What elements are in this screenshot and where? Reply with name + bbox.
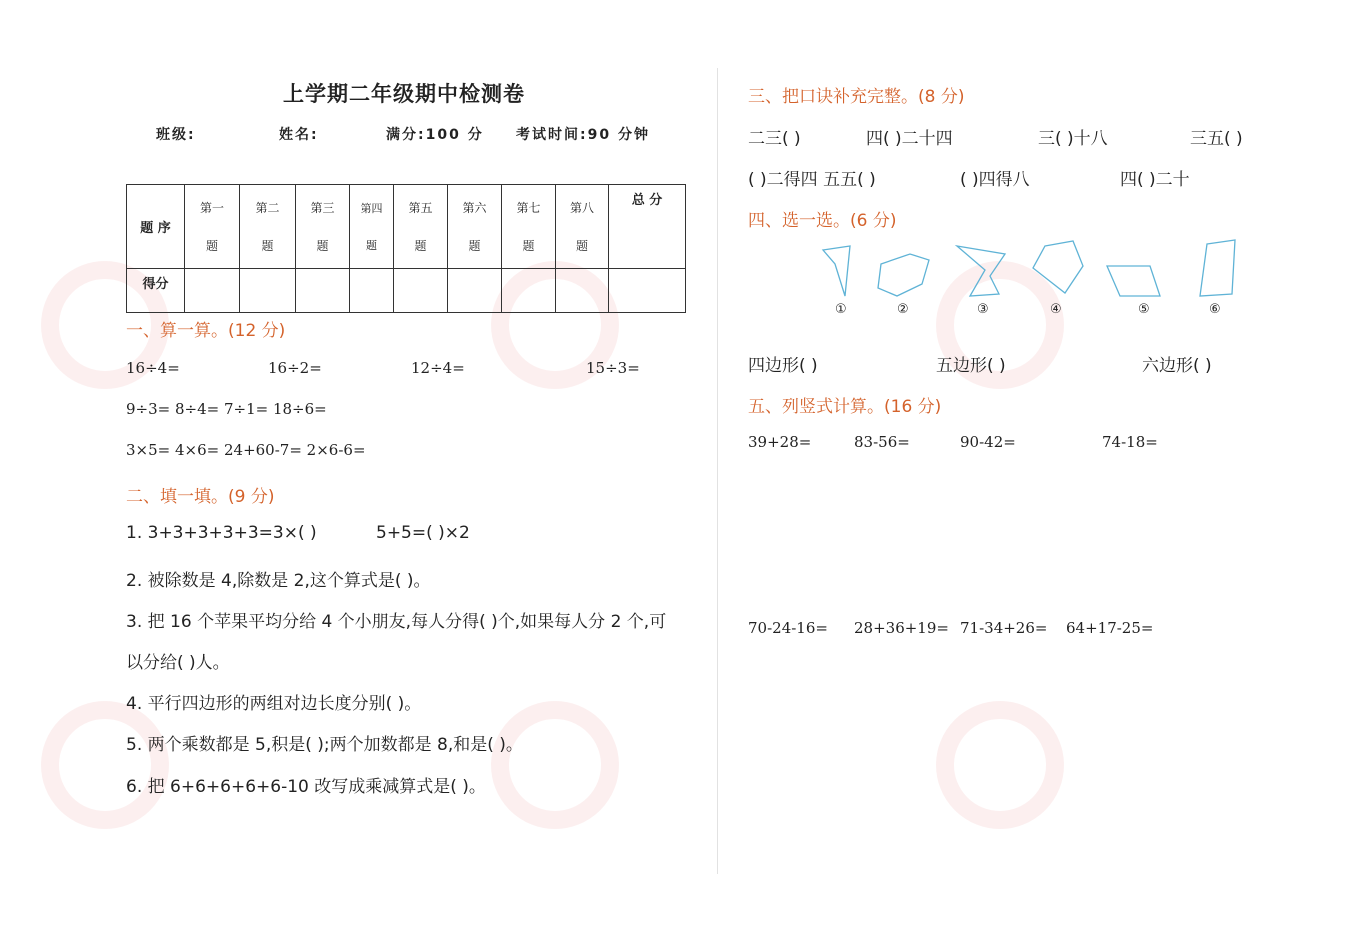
row-header-order: 题 序 <box>127 185 185 269</box>
s1-item-4: 15÷3= <box>586 359 640 377</box>
s1-item-2: 16÷2= <box>268 359 322 377</box>
shape-label-3: ③ <box>977 302 989 317</box>
shape-1 <box>823 246 850 296</box>
full-score-label: 满分:100 分 <box>386 127 484 143</box>
score-cell[interactable] <box>185 269 240 313</box>
page-title: 上学期二年级期中检测卷 <box>283 82 525 106</box>
row-header-score: 得分 <box>127 269 185 313</box>
s1-item-1: 16÷4= <box>126 359 180 377</box>
s5-item-5: 70-24-16= <box>748 619 828 637</box>
shape-label-2: ② <box>897 302 909 317</box>
column-header-5: 第五 题 <box>394 185 448 269</box>
score-cell[interactable] <box>350 269 394 313</box>
score-cell-total[interactable] <box>609 269 686 313</box>
s2-q2: 2. 被除数是 4,除数是 2,这个算式是( )。 <box>126 571 431 591</box>
s3-item-3: 三( )十八 <box>1038 129 1108 149</box>
shape-3 <box>957 246 1005 296</box>
score-cell[interactable] <box>502 269 556 313</box>
column-header-1: 第一 题 <box>185 185 240 269</box>
section-4-heading: 四、选一选。(6 分) <box>748 211 897 231</box>
s4-answer-quadrilateral: 四边形( ) <box>748 356 818 376</box>
s3-item-2: 四( )二十四 <box>866 129 953 149</box>
s2-q6: 6. 把 6+6+6+6+6-10 改写成乘减算式是( )。 <box>126 777 486 797</box>
s2-q1b: 5+5=( )×2 <box>376 523 470 543</box>
shapes-figure <box>815 236 1245 302</box>
exam-time-label: 考试时间:90 分钟 <box>516 127 650 143</box>
class-label: 班级: <box>156 127 196 143</box>
shape-6 <box>1200 240 1235 296</box>
s3-item-1: 二三( ) <box>748 129 801 149</box>
shape-label-1: ① <box>835 302 847 317</box>
s2-q1a: 1. 3+3+3+3+3=3×( ) <box>126 523 317 543</box>
s5-item-3: 90-42= <box>960 433 1016 451</box>
column-divider <box>717 68 718 874</box>
s3-item-7: 四( )二十 <box>1120 170 1190 190</box>
score-cell[interactable] <box>296 269 350 313</box>
section-3-heading: 三、把口诀补充完整。(8 分) <box>748 87 965 107</box>
score-cell[interactable] <box>556 269 609 313</box>
s1-row-2: 9÷3= 8÷4= 7÷1= 18÷6= <box>126 400 327 418</box>
s5-item-4: 74-18= <box>1102 433 1158 451</box>
s4-answer-pentagon: 五边形( ) <box>936 356 1006 376</box>
shape-5 <box>1107 266 1160 296</box>
s5-item-7: 71-34+26= <box>960 619 1048 637</box>
s4-answer-hexagon: 六边形( ) <box>1142 356 1212 376</box>
column-header-6: 第六 题 <box>448 185 502 269</box>
watermark-logo-icon <box>935 690 1065 840</box>
name-label: 姓名: <box>279 127 319 143</box>
score-cell[interactable] <box>240 269 296 313</box>
s2-q4: 4. 平行四边形的两组对边长度分别( )。 <box>126 694 422 714</box>
column-header-2: 第二 题 <box>240 185 296 269</box>
section-5-heading: 五、列竖式计算。(16 分) <box>748 397 942 417</box>
column-header-7: 第七 题 <box>502 185 556 269</box>
column-header-3: 第三 题 <box>296 185 350 269</box>
shape-label-5: ⑤ <box>1138 302 1150 317</box>
score-table <box>126 184 686 313</box>
s3-item-6: ( )四得八 <box>960 170 1030 190</box>
score-cell[interactable] <box>394 269 448 313</box>
shape-4 <box>1033 241 1083 293</box>
watermark-logo-icon <box>490 690 620 840</box>
s3-item-5: ( )二得四 五五( ) <box>748 170 876 190</box>
score-cell[interactable] <box>448 269 502 313</box>
s5-item-8: 64+17-25= <box>1066 619 1154 637</box>
column-header-total: 总 分 <box>609 185 686 269</box>
s2-q5: 5. 两个乘数都是 5,积是( );两个加数都是 8,和是( )。 <box>126 735 523 755</box>
column-header-8: 第八 题 <box>556 185 609 269</box>
s1-item-3: 12÷4= <box>411 359 465 377</box>
s5-item-2: 83-56= <box>854 433 910 451</box>
s3-item-4: 三五( ) <box>1190 129 1243 149</box>
shape-label-6: ⑥ <box>1209 302 1221 317</box>
section-2-heading: 二、填一填。(9 分) <box>126 487 275 507</box>
section-1-heading: 一、算一算。(12 分) <box>126 321 286 341</box>
s2-q3b: 以分给( )人。 <box>126 653 230 673</box>
shape-label-4: ④ <box>1050 302 1062 317</box>
s5-item-6: 28+36+19= <box>854 619 949 637</box>
s5-item-1: 39+28= <box>748 433 812 451</box>
shape-2 <box>878 254 929 296</box>
s1-row-3: 3×5= 4×6= 24+60-7= 2×6-6= <box>126 441 366 459</box>
s2-q3a: 3. 把 16 个苹果平均分给 4 个小朋友,每人分得( )个,如果每人分 2 个,可 <box>126 612 667 632</box>
column-header-4: 第四 题 <box>350 185 394 269</box>
